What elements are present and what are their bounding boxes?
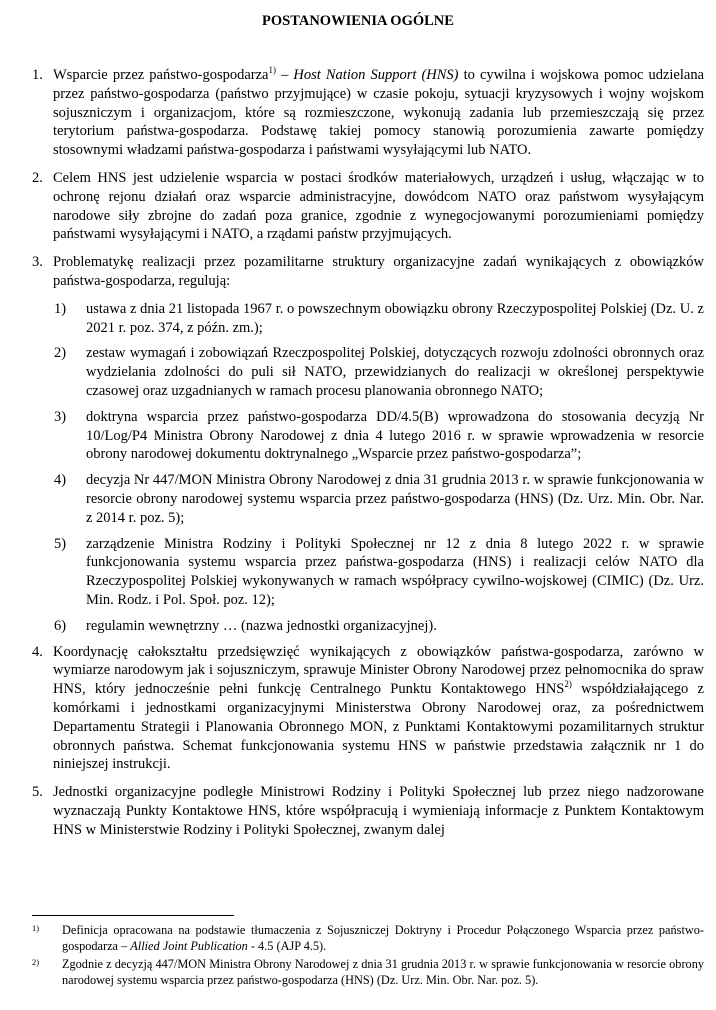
sub-list: [54, 300, 704, 636]
item-text: Jednostki organizacyjne podległe Ministrowi Rodziny i Polityki Społecznej lub przez niego nadzorowane wyznaczają Punkty Kontaktowe HNS, które współpracują i wymieniają informacje z Punktem Kontaktowym HNS w Ministerstwie Rodziny i Polityki Społecznej, zwanym dalej: [53, 784, 704, 838]
document-body: [32, 66, 704, 848]
sub-item-1: [54, 300, 704, 338]
list-item-3: [32, 253, 704, 291]
sub-item-text: zestaw wymagań i zobowiązań Rzeczpospolitej Polskiej, dotyczących rozwoju zdolności obronnych oraz wydzielania zdolności do puli sił NATO, przewidzianych do realizacji w określonej perspektywie czasowej oraz uzgadnianych w ramach procesu planowania obronnego NATO;: [86, 345, 704, 399]
footnote-mark: 2): [32, 957, 40, 967]
sub-item-text: ustawa z dnia 21 listopada 1967 r. o powszechnym obowiązku obrony Rzeczypospolitej Polskiej (Dz. U. z 2021 r. poz. 374, z późn. zm.);: [86, 300, 704, 336]
item-number: 4.: [32, 643, 43, 660]
item-dash: –: [275, 67, 294, 83]
footnote-text-end: - 4.5 (AJP 4.5).: [247, 939, 327, 953]
sub-item-text: regulamin wewnętrzny … (nazwa jednostki organizacyjnej).: [86, 617, 437, 634]
sub-item-text: doktryna wsparcia przez państwo-gospodarza DD/4.5(B) wprowadzona do stosowania decyzją Nr 10/Log/P4 Ministra Obrony Narodowej z dnia 4 lutego 2016 r. w sprawie wprowadzenia w resorcie obrony narodowej dokumentu doktrynalnego „Wsparcie przez państwo-gospodarza”;: [86, 408, 704, 463]
item-text: Problematykę realizacji przez pozamilitarne struktury organizacyjne zadań wynikających z obowiązków państwa-gospodarza, regulują:: [53, 254, 704, 289]
footnote-2: [32, 956, 704, 988]
sub-item-number: 4): [54, 472, 67, 489]
sub-item-3: [54, 408, 704, 464]
list-item-4: [32, 643, 704, 775]
item-text-start: Wsparcie przez państwo-gospodarza: [53, 67, 269, 83]
footnote-mark: 1): [32, 923, 40, 933]
item-text-end: to cywilna i wojskowa pomoc udzielana przez państwo-gospodarza (państwo przyjmujące) w czasie pokoju, sytuacji kryzysowych i wojny wojskom sojuszniczym i organizacjom, które są rozmieszczone, wykonują zadania lub przemieszczają się przez terytorium państwa-gospodarza. Podstawę takiej pomocy stanowią porozumienia zawarte pomiędzy stosownymi władzami państwa-gospodarza i państwami wysyłającymi lub NATO.: [53, 67, 705, 159]
item-number: 3.: [32, 254, 43, 271]
list-item-5: [32, 783, 704, 839]
list-item-2: [32, 169, 704, 244]
sub-item-6: [54, 617, 704, 636]
item-number: 2.: [32, 169, 43, 186]
sub-item-4: [54, 471, 704, 527]
item-number: 1.: [32, 67, 43, 83]
item-text-start: Koordynację całokształtu przedsięwzięć wynikających z obowiązków państwa-gospodarza, zarówno w wymiarze narodowym jak i sojuszniczym, sprawuje Minister Obrony Narodowej przez pełnomocnika do spraw HNS, który jednocześnie pełni funkcję Centralnego Punktu Kontaktowego HNS: [53, 643, 704, 698]
item-number: 5.: [32, 784, 43, 801]
item-text-end: współdziałającego z komórkami i jednostkami organizacyjnymi Ministerstwa Obrony Narodowej oraz, za pośrednictwem Departamentu Strategii i Planowania Obronnego MON, z Punktami Kontaktowymi pozamilitarnych struktur obronnych państwa. Schemat funkcjonowania systemu HNS w państwie przedstawia załącznik nr 1 do niniejszej instrukcji.: [53, 681, 704, 773]
list-item-1: [32, 66, 704, 160]
item-italic-term: Host Nation Support (HNS): [293, 67, 459, 83]
sub-item-number: 1): [54, 300, 67, 317]
footnote-ref: 2): [564, 679, 572, 690]
sub-item-number: 5): [54, 535, 67, 552]
sub-item-number: 3): [54, 408, 67, 425]
sub-item-2: [54, 344, 704, 400]
page-title: POSTANOWIENIA OGÓLNE: [262, 13, 454, 29]
item-text: Celem HNS jest udzielenie wsparcia w postaci środków materiałowych, urządzeń i usług, włączając w to ochronę rejonu działań oraz wsparcie administracyjne, dowódcom NATO oraz państwom wysyłającym narodowe siły zbrojne do zadań poza granice, zgodnie z wynegocjowanymi porozumieniami pomiędzy państwami wysyłającymi i NATO, a rządami państw przyjmujących.: [53, 169, 704, 243]
sub-item-text: zarządzenie Ministra Rodziny i Polityki Społecznej nr 12 z dnia 8 lutego 2022 r. w sprawie funkcjonowania systemu wsparcia przez państwa-gospodarza (HNS) i realizacji celów NATO dla Rzeczypospolitej Polskiej wykonywanych w ramach współpracy cywilno-wojskowej (CIMIC) (Dz. Urz. Min. Rodz. i Pol. Społ. poz. 12);: [86, 535, 704, 608]
sub-item-number: 2): [54, 345, 67, 362]
footnote-1: [32, 922, 704, 954]
sub-item-number: 6): [54, 617, 67, 634]
sub-item-text: decyzja Nr 447/MON Ministra Obrony Narodowej z dnia 31 grudnia 2013 r. w sprawie funkcjonowania w resorcie obrony narodowej systemu wsparcia przez państwo-gospodarza (HNS) (Dz. Urz. Min. Obr. Nar. z 2014 r. poz. 5);: [86, 472, 704, 526]
sub-item-5: [54, 535, 704, 610]
footnotes: [32, 922, 704, 990]
footnote-text-start: Definicja opracowana na podstawie tłumaczenia z Sojuszniczej Doktryny i Procedur Połączonego Wsparcia przez państwo-gospodarza –: [62, 923, 704, 953]
footnote-ref: 1): [268, 65, 276, 76]
footnote-text: Zgodnie z decyzją 447/MON Ministra Obrony Narodowej z dnia 31 grudnia 2013 r. w sprawie funkcjonowania w resorcie obrony narodowej systemu wsparcia przez państwo-gospodarza (HNS) (Dz. Urz. Min. Obr. Nar. poz. 5).: [62, 957, 704, 987]
footnote-separator: [32, 915, 234, 916]
footnote-italic: Allied Joint Publication: [130, 939, 248, 953]
